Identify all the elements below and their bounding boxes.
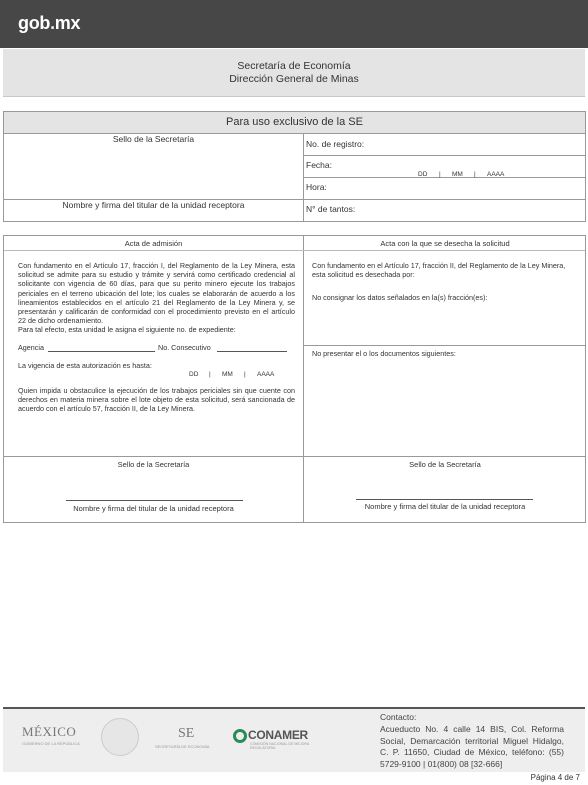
vigencia-label: La vigencia de esta autorización es hasta: xyxy=(18,361,152,370)
divider xyxy=(303,177,585,178)
agencia-field[interactable] xyxy=(48,351,155,352)
date-yyyy: AAAA xyxy=(257,371,275,378)
acta-desecha-title: Acta con la que se desecha la solicitud xyxy=(380,239,510,248)
top-bar xyxy=(0,0,588,48)
date-yyyy: AAAA xyxy=(487,171,505,178)
admision-paragraph-3: Quien impida u obstaculice la ejecución de los trabajos periciales sin que cuente con derechos en materia minera sobre el lote objeto de esta solicitud, será sancionada de acuerdo con el artículo 57, fracción II, de la Ley Minera. xyxy=(18,386,295,414)
page-number: Página 4 de 7 xyxy=(530,773,580,782)
consecutivo-field[interactable] xyxy=(217,351,287,352)
conamer-logo: CONAMER xyxy=(248,728,308,742)
desecha-paragraph-3: No presentar el o los documentos siguientes: xyxy=(312,349,456,358)
consecutivo-label: No. Consecutivo xyxy=(158,343,211,352)
admision-sello-label: Sello de la Secretaría xyxy=(117,460,190,469)
sello-label: Sello de la Secretaría xyxy=(112,134,195,144)
directorate-name: Dirección General de Minas xyxy=(229,73,359,85)
contact-address: Acueducto No. 4 calle 14 BIS, Col. Reforma Social, Demarcación territorial Miguel Hidalgo, C. P. 11650, Ciudad de México, teléfono: (55) 5729-9100 | 01(800) 08 [32-666] xyxy=(380,723,564,770)
registro-label: No. de registro: xyxy=(306,139,365,149)
date-sep: | xyxy=(474,171,476,178)
mexico-logo-subtitle: GOBIERNO DE LA REPÚBLICA xyxy=(22,741,80,746)
agencia-label: Agencia xyxy=(18,343,44,352)
date-mm: MM xyxy=(222,371,233,378)
divider xyxy=(303,345,585,346)
conamer-icon xyxy=(233,729,247,743)
se-logo-subtitle: SECRETARÍA DE ECONOMÍA xyxy=(155,744,210,749)
mexico-logo: MÉXICO xyxy=(22,724,77,739)
divider xyxy=(303,155,585,156)
divider xyxy=(4,250,585,251)
desecha-paragraph-1: Con fundamento en el Artículo 17, fracción II, del Reglamento de la Ley Minera, esta solicitud es desechada por: xyxy=(312,261,566,280)
desecha-sello-label: Sello de la Secretaría xyxy=(409,460,481,469)
se-use-table xyxy=(3,111,586,222)
logo-text: gob xyxy=(18,13,51,33)
se-table-title: Para uso exclusivo de la SE xyxy=(4,112,585,134)
admision-paragraph-1: Con fundamento en el Artículo 17, fracción I, del Reglamento de la Ley Minera, esta solicitud se admite para su estudio y trámite y servirá como certificado credencial al solicitante con vigencia de 60 días, para que su perito minero ejecute los trabajos periciales en el terreno ubicación del lote; los cuales se elaborarán de acuerdo a los lineamientos establecidos en el artículo 21 del Reglamento de la Ley Minera y, se presentarán y calificarán de conformidad con el procedimiento previsto en el artículo 22 de dicho ordenamiento. xyxy=(18,261,295,326)
admision-signature-line[interactable] xyxy=(66,500,243,501)
gobmx-logo[interactable] xyxy=(18,13,80,34)
logo-suffix: mx xyxy=(54,13,81,33)
agency-name: Secretaría de Economía xyxy=(237,60,351,72)
desecha-nombre-firma: Nombre y firma del titular de la unidad receptora xyxy=(364,502,526,511)
desecha-paragraph-2: No consignar los datos señalados en la(s) fracción(es): xyxy=(312,293,488,302)
contact-title: Contacto: xyxy=(380,712,417,722)
admision-paragraph-2: Para tal efecto, esta unidad le asigna el siguiente no. de expediente: xyxy=(18,325,236,334)
desecha-signature-line[interactable] xyxy=(356,499,533,500)
tantos-label: N° de tantos: xyxy=(306,204,356,214)
date-mm: MM xyxy=(452,171,463,178)
date-dd: DD xyxy=(418,171,428,178)
divider xyxy=(303,236,304,522)
date-sep: | xyxy=(244,371,246,378)
date-dd: DD xyxy=(189,371,199,378)
divider xyxy=(303,199,585,200)
actas-table xyxy=(3,235,586,523)
logo-dot: . xyxy=(50,13,55,33)
national-seal-icon xyxy=(101,718,139,756)
admision-nombre-firma: Nombre y firma del titular de la unidad receptora xyxy=(73,504,234,513)
se-logo: SE xyxy=(178,726,195,741)
contact-block xyxy=(380,712,564,771)
fecha-label: Fecha: xyxy=(306,160,332,170)
divider xyxy=(4,456,585,457)
agency-header xyxy=(3,49,585,97)
conamer-logo-subtitle: COMISIÓN NACIONAL DE MEJORA REGULATORIA xyxy=(250,742,310,750)
hora-label: Hora: xyxy=(306,182,327,192)
nombre-firma-label: Nombre y firma del titular de la unidad receptora xyxy=(62,200,245,210)
acta-admision-title: Acta de admisión xyxy=(124,239,183,248)
date-sep: | xyxy=(209,371,211,378)
date-sep: | xyxy=(439,171,441,178)
